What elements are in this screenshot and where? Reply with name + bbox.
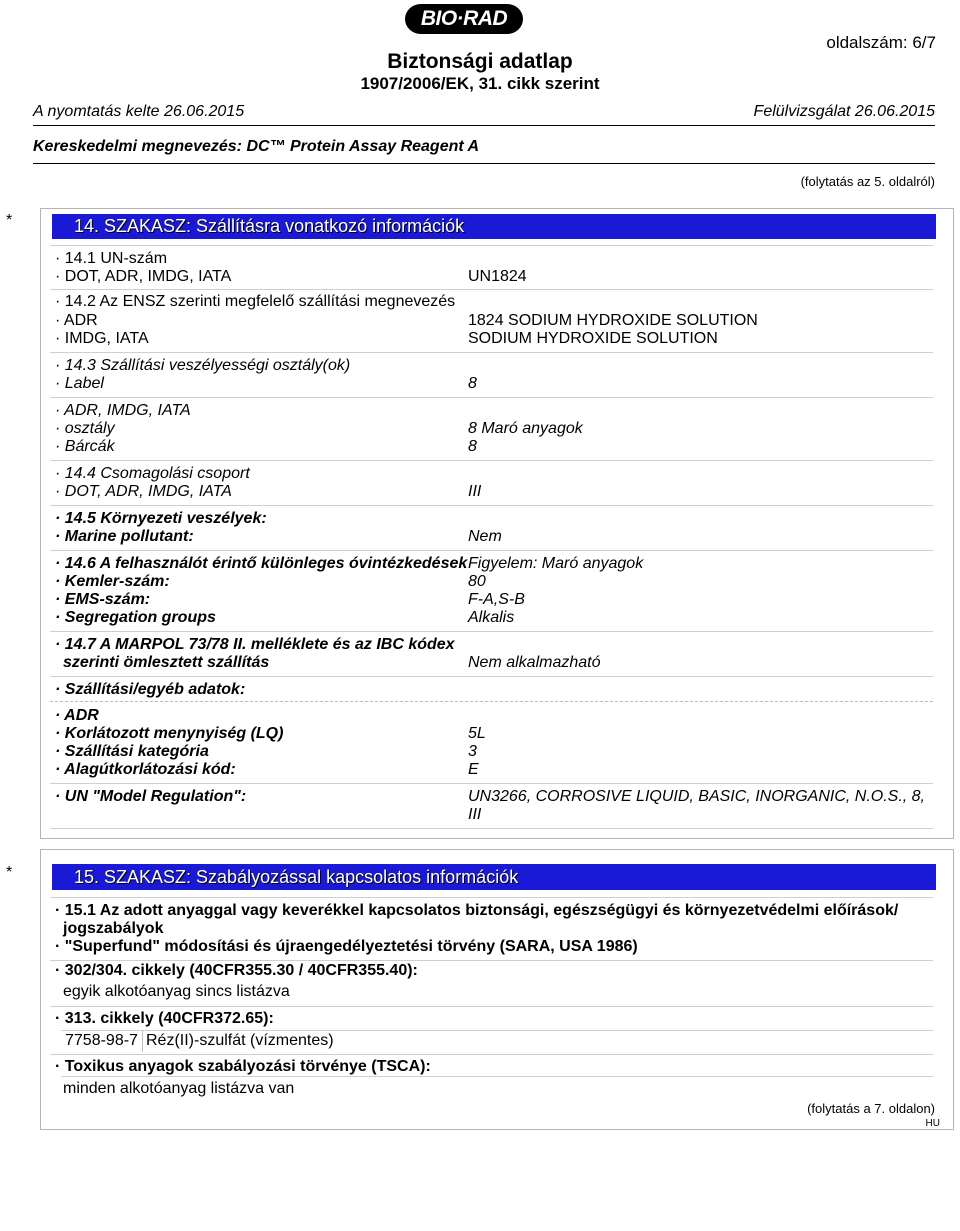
divider <box>50 397 933 398</box>
row-label: · 14.2 Az ENSZ szerinti megfelelő szállítási megnevezés <box>55 293 456 310</box>
change-marker-14: * <box>6 212 13 229</box>
sara-302-text: egyik alkotóanyag sincs listázva <box>63 983 290 1000</box>
row-value: E <box>468 761 479 778</box>
row-label: · osztály <box>55 420 115 437</box>
row-label: · Szállítási kategória <box>55 743 209 760</box>
row-label: · Alagútkorlátozási kód: <box>55 761 236 778</box>
row-label: szerinti ömlesztett szállítás <box>63 654 270 671</box>
substance-name: Réz(II)-szulfát (vízmentes) <box>146 1032 334 1049</box>
row-label: · Segregation groups <box>55 609 216 626</box>
row-label: · ADR <box>55 312 98 329</box>
logo-text: BIO·RAD <box>420 7 508 30</box>
divider <box>50 289 933 290</box>
row-label: · Marine pollutant: <box>55 528 194 545</box>
row-label: · 14.4 Csomagolási csoport <box>55 465 250 482</box>
regulation-heading: · 15.1 Az adott anyaggal vagy keverékkel kapcsolatos biztonsági, egészségügyi és környezetvédelmi előírások/ <box>55 902 899 919</box>
row-value: 80 <box>468 573 486 590</box>
row-label: · Bárcák <box>55 438 115 455</box>
row-value: Alkalis <box>468 609 515 626</box>
row-value: 8 <box>468 438 477 455</box>
table-divider <box>61 1030 933 1031</box>
divider <box>50 1006 933 1007</box>
row-label: · 14.1 UN-szám <box>55 250 168 267</box>
regulation-heading-cont: jogszabályok <box>63 920 164 937</box>
row-label: · 14.5 Környezeti veszélyek: <box>55 510 267 527</box>
row-value: UN3266, CORROSIVE LIQUID, BASIC, INORGANIC, N.O.S., 8, <box>468 788 925 805</box>
row-label: · EMS-szám: <box>55 591 151 608</box>
sara-302-title: · 302/304. cikkely (40CFR355.30 / 40CFR355.40): <box>55 962 418 979</box>
divider <box>50 1054 933 1055</box>
product-name: Kereskedelmi megnevezés: DC™ Protein Assay Reagent A <box>33 138 480 155</box>
tsca-text: minden alkotóanyag listázva van <box>63 1080 295 1097</box>
divider <box>50 828 933 829</box>
product-divider <box>33 163 935 164</box>
divider <box>50 783 933 784</box>
table-divider <box>61 1076 933 1077</box>
row-label: · ADR, IMDG, IATA <box>55 402 191 419</box>
row-value: Figyelem: Maró anyagok <box>468 555 644 572</box>
divider <box>50 352 933 353</box>
row-label: · DOT, ADR, IMDG, IATA <box>55 483 232 500</box>
row-label: · Szállítási/egyéb adatok: <box>55 681 246 698</box>
dashed-divider <box>50 701 933 702</box>
row-label: · 14.6 A felhasználót érintő különleges óvintézkedések <box>55 555 468 572</box>
row-value: 8 <box>468 375 477 392</box>
print-date: A nyomtatás kelte 26.06.2015 <box>33 103 245 120</box>
divider <box>50 460 933 461</box>
row-value: III <box>468 806 482 823</box>
row-label: · UN "Model Regulation": <box>55 788 247 805</box>
change-marker-15: * <box>6 864 13 881</box>
row-value: 8 Maró anyagok <box>468 420 583 437</box>
row-value: 5L <box>468 725 486 742</box>
row-label: · 14.7 A MARPOL 73/78 II. melléklete és az IBC kódex <box>55 636 455 653</box>
document-subtitle: 1907/2006/EK, 31. cikk szerint <box>360 74 600 93</box>
row-label: · Kemler-szám: <box>55 573 170 590</box>
page-number: oldalszám: 6/7 <box>826 33 936 52</box>
row-value: 3 <box>468 743 477 760</box>
sara-313-title: · 313. cikkely (40CFR372.65): <box>55 1010 274 1027</box>
row-label: · IMDG, IATA <box>55 330 149 347</box>
document-title: Biztonsági adatlap <box>387 50 573 73</box>
cas-number: 7758-98-7 <box>65 1032 138 1049</box>
continued-from: (folytatás az 5. oldalról) <box>800 174 935 189</box>
row-label: · 14.3 Szállítási veszélyességi osztály(ok) <box>55 357 351 374</box>
divider <box>50 550 933 551</box>
row-value: III <box>468 483 482 500</box>
tsca-title: · Toxikus anyagok szabályozási törvénye (TSCA): <box>55 1058 431 1075</box>
row-label: · Korlátozott menynyiség (LQ) <box>55 725 284 742</box>
row-value: F-A,S-B <box>468 591 525 608</box>
section-15-title: 15. SZAKASZ: Szabályozással kapcsolatos információk <box>52 864 936 890</box>
divider <box>50 676 933 677</box>
row-value: Nem alkalmazható <box>468 654 601 671</box>
section-15 <box>40 849 954 1130</box>
row-label: · DOT, ADR, IMDG, IATA <box>55 268 232 285</box>
section-14-title: 14. SZAKASZ: Szállításra vonatkozó információk <box>52 214 936 239</box>
revision-date: Felülvizsgálat 26.06.2015 <box>753 103 935 120</box>
divider <box>50 897 933 898</box>
divider <box>50 505 933 506</box>
section-14 <box>40 208 954 839</box>
row-value: Nem <box>468 528 502 545</box>
row-value: 1824 SODIUM HYDROXIDE SOLUTION <box>468 312 758 329</box>
continued-to: (folytatás a 7. oldalon) <box>807 1101 935 1116</box>
divider <box>50 631 933 632</box>
cell-divider <box>142 1030 143 1052</box>
row-value: SODIUM HYDROXIDE SOLUTION <box>468 330 718 347</box>
row-value: UN1824 <box>468 268 527 285</box>
sara-heading: · "Superfund" módosítási és újraengedélyeztetési törvény (SARA, USA 1986) <box>55 938 638 955</box>
header-divider <box>33 125 935 126</box>
country-code: HU <box>925 1118 940 1129</box>
bio-rad-logo <box>405 4 523 34</box>
divider <box>50 245 933 246</box>
divider <box>50 960 933 961</box>
row-label: · Label <box>55 375 104 392</box>
row-label: · ADR <box>55 707 99 724</box>
